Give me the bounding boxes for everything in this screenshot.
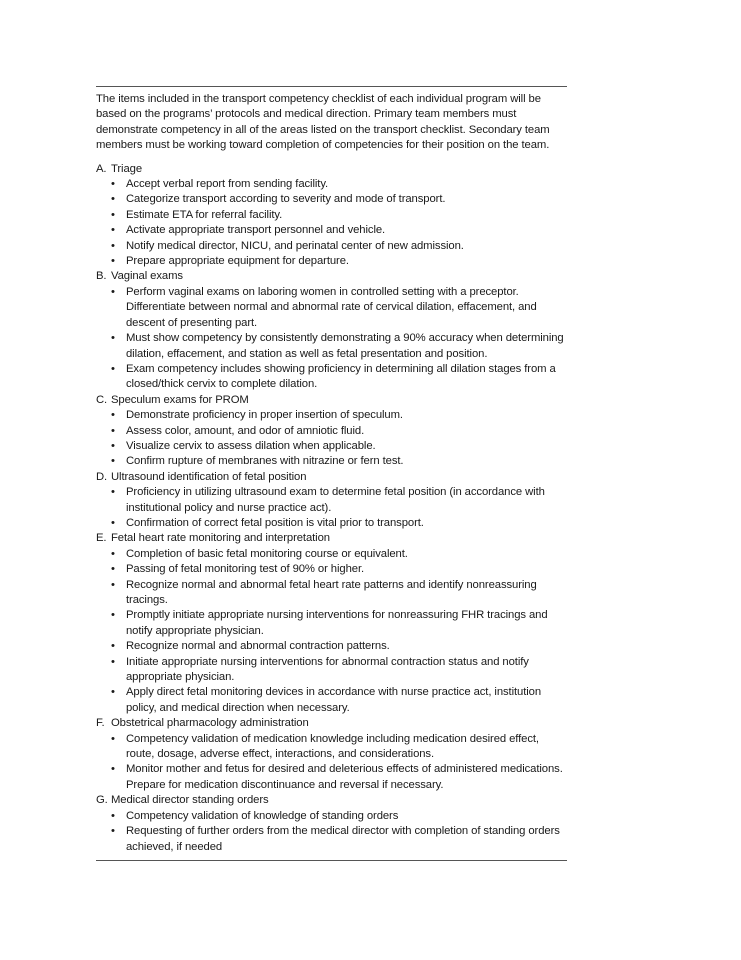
section-item-list <box>96 408 567 470</box>
section-heading <box>96 793 567 808</box>
list-item-text: Recognize normal and abnormal fetal heart rate patterns and identify nonreassuring tracings. <box>126 578 537 606</box>
section-heading <box>96 162 567 177</box>
section-title: Obstetrical pharmacology administration <box>111 717 309 730</box>
list-item <box>111 192 567 207</box>
list-item-text: Confirmation of correct fetal position is vital prior to transport. <box>126 516 424 529</box>
list-item-text: Competency validation of knowledge of standing orders <box>126 809 399 822</box>
section-title: Vaginal exams <box>111 270 183 283</box>
list-item <box>111 439 567 454</box>
bullet-icon: • <box>111 193 115 206</box>
list-item <box>111 177 567 192</box>
bullet-icon: • <box>111 655 115 668</box>
list-item <box>111 285 567 331</box>
list-item-text: Requesting of further orders from the medical director with completion of standing orders achieved, if needed <box>126 825 560 853</box>
bottom-divider <box>96 860 567 861</box>
list-item <box>111 578 567 609</box>
list-item-text: Activate appropriate transport personnel and vehicle. <box>126 224 386 237</box>
list-item-text: Visualize cervix to assess dilation when applicable. <box>126 439 376 452</box>
bullet-icon: • <box>111 455 115 468</box>
bullet-icon: • <box>111 255 115 268</box>
list-item <box>111 516 567 531</box>
list-item-text: Competency validation of medication knowledge including medication desired effect, route, dosage, adverse effect, interactions, and considerations. <box>126 732 539 761</box>
bullet-icon: • <box>111 809 115 822</box>
bullet-icon: • <box>111 578 115 591</box>
bullet-icon: • <box>111 208 115 221</box>
list-item <box>111 762 567 793</box>
list-item-text: Completion of basic fetal monitoring course or equivalent. <box>126 547 408 560</box>
section-title: Speculum exams for PROM <box>111 393 249 406</box>
section-title: Triage <box>111 162 143 175</box>
bullet-icon: • <box>111 362 115 375</box>
section-letter: G. <box>96 794 108 807</box>
bullet-icon: • <box>111 609 115 622</box>
bullet-icon: • <box>111 763 115 776</box>
list-item <box>111 809 567 824</box>
competency-sections <box>96 162 567 855</box>
list-item <box>111 254 567 269</box>
top-divider <box>96 86 567 87</box>
list-item-text: Exam competency includes showing proficiency in determining all dilation stages from a closed/thick cervix to complete dilation. <box>126 362 556 391</box>
section-heading <box>96 470 567 485</box>
list-item <box>111 208 567 223</box>
bullet-icon: • <box>111 224 115 237</box>
bullet-icon: • <box>111 547 115 560</box>
section-title: Medical director standing orders <box>111 794 269 807</box>
list-item-text: Must show competency by consistently demonstrating a 90% accuracy when determining dilation, effacement, and station as well as fetal presentation and position. <box>126 332 564 360</box>
list-item-text: Perform vaginal exams on laboring women in controlled setting with a preceptor. Differentiate between normal and abnormal rate of cervical dilation, effacement, and descent of presenting part. <box>126 285 537 329</box>
bullet-icon: • <box>111 409 115 422</box>
list-item <box>111 639 567 654</box>
list-item <box>111 454 567 469</box>
bullet-icon: • <box>111 439 115 452</box>
list-item-text: Assess color, amount, and odor of amniotic fluid. <box>126 424 365 437</box>
section-ultrasound-identification-of-fetal-position <box>96 470 567 532</box>
list-item <box>111 562 567 577</box>
section-fetal-heart-rate-monitoring-and-interpretation <box>96 531 567 716</box>
bullet-icon: • <box>111 563 115 576</box>
section-letter: F. <box>96 717 105 730</box>
section-item-list <box>96 809 567 855</box>
list-item <box>111 331 567 362</box>
list-item <box>111 685 567 716</box>
intro-paragraph: The items included in the transport competency checklist of each individual program will be based on the programs’ protocols and medical direction. Primary team members must demonstrate competency in all of the areas listed on the transport checklist. Secondary team members must be working toward completion of competencies for their position on the team. <box>96 93 550 152</box>
section-letter: B. <box>96 270 107 283</box>
list-item-text: Demonstrate proficiency in proper insertion of speculum. <box>126 409 403 422</box>
list-item-text: Initiate appropriate nursing interventions for abnormal contraction status and notify appropriate physician. <box>126 655 529 684</box>
list-item <box>111 824 567 855</box>
section-heading <box>96 269 567 284</box>
bullet-icon: • <box>111 686 115 699</box>
section-obstetrical-pharmacology-administration <box>96 716 567 793</box>
section-item-list <box>96 177 567 269</box>
list-item <box>111 732 567 763</box>
list-item-text: Promptly initiate appropriate nursing interventions for nonreassuring FHR tracings and notify appropriate physician. <box>126 609 548 637</box>
list-item <box>111 485 567 516</box>
list-item <box>111 547 567 562</box>
section-title: Fetal heart rate monitoring and interpretation <box>111 532 330 545</box>
list-item <box>111 362 567 393</box>
section-heading <box>96 716 567 731</box>
section-item-list <box>96 485 567 531</box>
bullet-icon: • <box>111 239 115 252</box>
list-item-text: Estimate ETA for referral facility. <box>126 208 283 221</box>
bullet-icon: • <box>111 640 115 653</box>
bullet-icon: • <box>111 825 115 838</box>
bullet-icon: • <box>111 516 115 529</box>
section-triage <box>96 162 567 270</box>
section-vaginal-exams <box>96 269 567 392</box>
list-item-text: Notify medical director, NICU, and perinatal center of new admission. <box>126 239 464 252</box>
section-letter: C. <box>96 393 108 406</box>
section-heading <box>96 393 567 408</box>
section-item-list <box>96 732 567 794</box>
list-item-text: Monitor mother and fetus for desired and deleterious effects of administered medications. Prepare for medication discontinuance and reversal if necessary. <box>126 763 563 791</box>
list-item <box>111 424 567 439</box>
section-letter: E. <box>96 532 107 545</box>
list-item-text: Passing of fetal monitoring test of 90% or higher. <box>126 563 365 576</box>
list-item-text: Confirm rupture of membranes with nitrazine or fern test. <box>126 455 404 468</box>
section-title: Ultrasound identification of fetal position <box>111 470 307 483</box>
bullet-icon: • <box>111 178 115 191</box>
bullet-icon: • <box>111 732 115 745</box>
list-item <box>111 239 567 254</box>
list-item <box>111 608 567 639</box>
bullet-icon: • <box>111 332 115 345</box>
list-item <box>111 408 567 423</box>
section-item-list <box>96 285 567 393</box>
bullet-icon: • <box>111 486 115 499</box>
list-item-text: Apply direct fetal monitoring devices in accordance with nurse practice act, institution policy, and medical direction when necessary. <box>126 686 542 714</box>
section-speculum-exams-for-prom <box>96 393 567 470</box>
bullet-icon: • <box>111 424 115 437</box>
section-letter: A. <box>96 162 107 175</box>
list-item-text: Proficiency in utilizing ultrasound exam to determine fetal position (in accordance with institutional policy and nurse practice act). <box>126 486 545 514</box>
list-item <box>111 655 567 686</box>
list-item-text: Recognize normal and abnormal contraction patterns. <box>126 640 390 653</box>
bullet-icon: • <box>111 285 115 298</box>
list-item-text: Accept verbal report from sending facility. <box>126 178 329 191</box>
list-item <box>111 223 567 238</box>
section-letter: D. <box>96 470 108 483</box>
section-item-list <box>96 547 567 716</box>
list-item-text: Prepare appropriate equipment for departure. <box>126 255 349 268</box>
section-medical-director-standing-orders <box>96 793 567 855</box>
list-item-text: Categorize transport according to severity and mode of transport. <box>126 193 446 206</box>
checklist-page <box>96 86 567 861</box>
section-heading <box>96 531 567 546</box>
